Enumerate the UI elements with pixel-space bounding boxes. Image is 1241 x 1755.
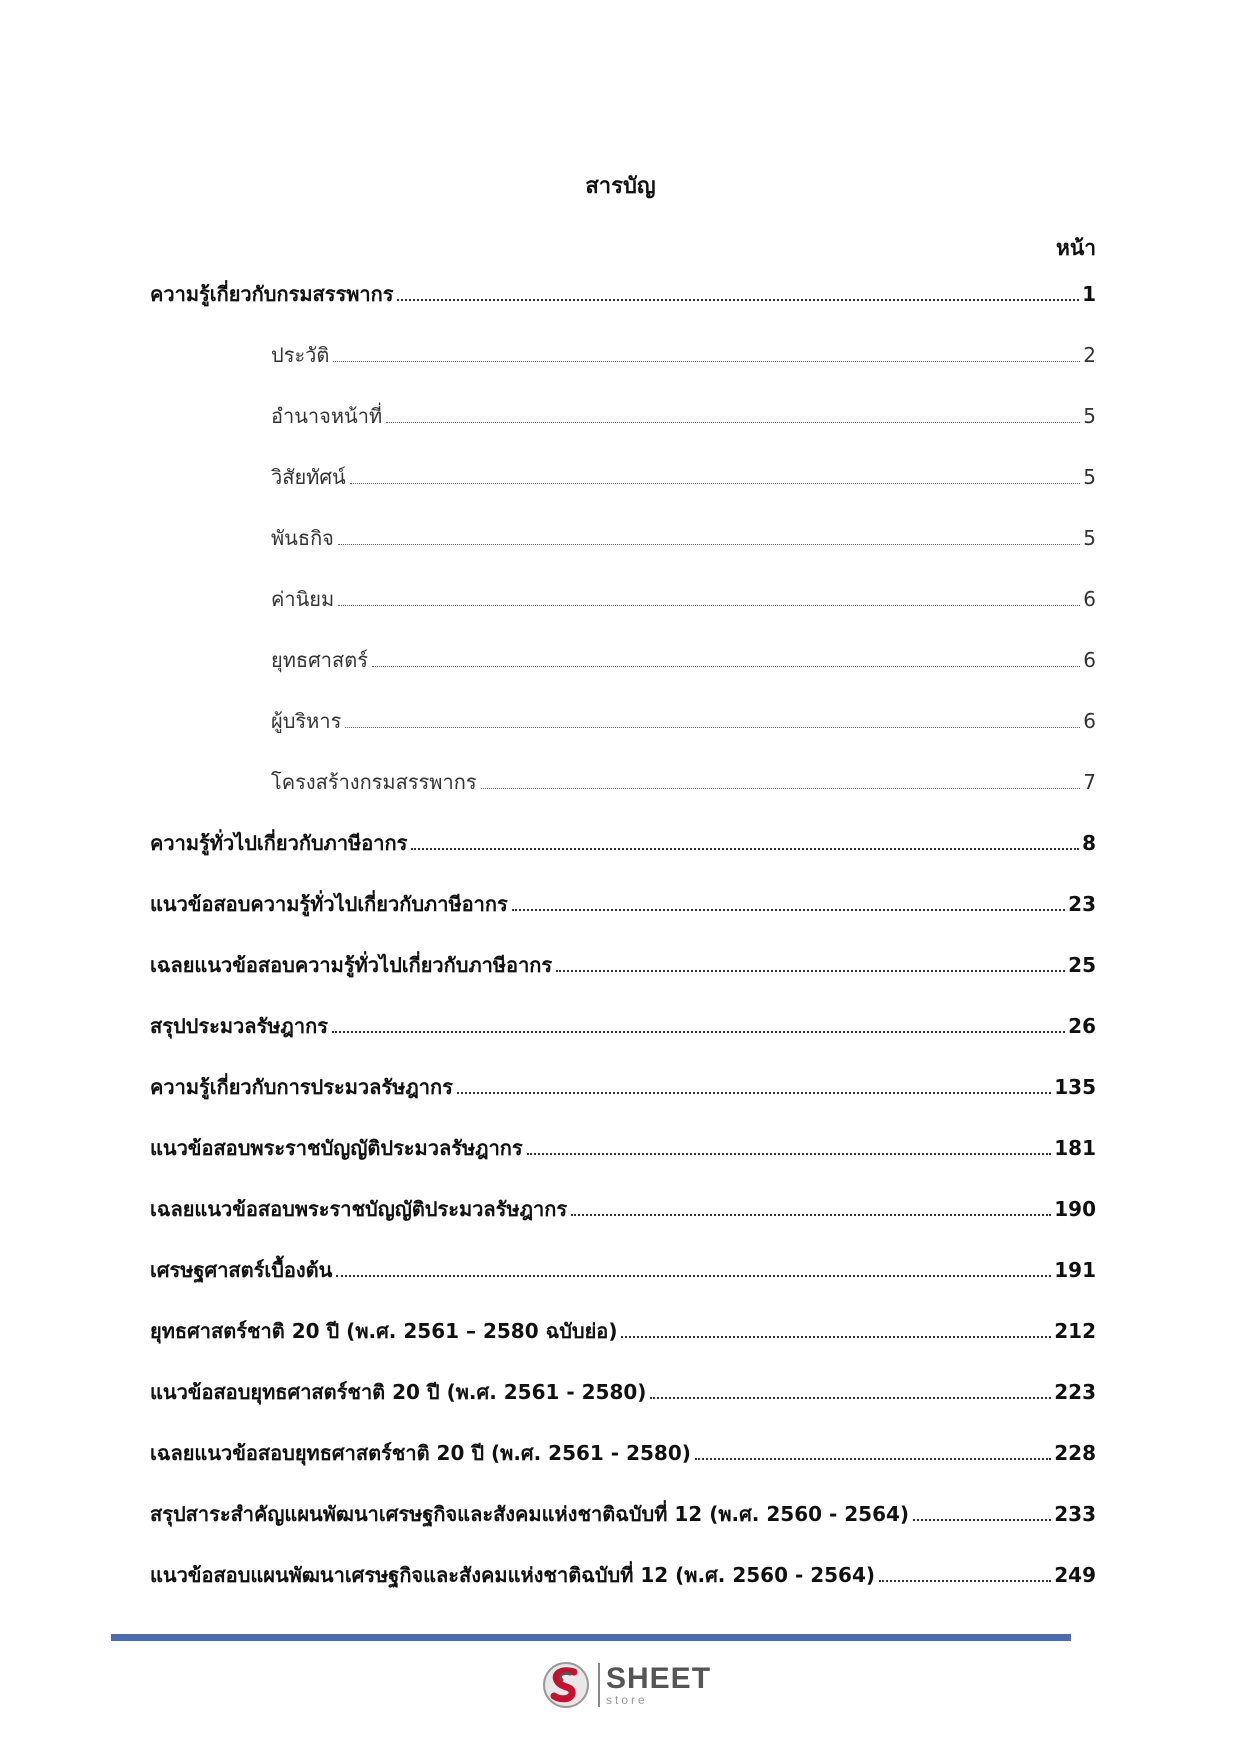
dot-leader	[397, 299, 1079, 301]
toc-entry-title: แนวข้อสอบความรู้ทั่วไปเกี่ยวกับภาษีอากร	[150, 892, 508, 916]
toc-entry[interactable]	[150, 949, 1096, 1010]
dot-leader	[512, 909, 1065, 911]
logo-name: SHEET	[606, 1662, 712, 1695]
toc-entry-page: 8	[1082, 831, 1096, 855]
toc-entry-page: 5	[1083, 404, 1096, 428]
toc-entry[interactable]	[150, 1376, 1096, 1437]
toc-entry-title: วิสัยทัศน์	[271, 465, 346, 489]
page-title: สารบัญ	[585, 174, 656, 199]
toc-entry-page: 6	[1083, 709, 1096, 733]
toc-entry-page: 190	[1054, 1197, 1096, 1221]
dot-leader	[332, 1031, 1065, 1033]
toc-entry-title: ยุทธศาสตร์	[271, 648, 368, 672]
logo-subtitle: store	[606, 1693, 648, 1707]
toc-entry[interactable]	[150, 1193, 1096, 1254]
dot-leader	[457, 1092, 1051, 1094]
dot-leader	[372, 666, 1080, 667]
toc-entry-title: เฉลยแนวข้อสอบยุทธศาสตร์ชาติ 20 ปี (พ.ศ. 2561 - 2580)	[150, 1441, 691, 1465]
table-of-contents	[150, 278, 1096, 1620]
toc-entry-title: ยุทธศาสตร์ชาติ 20 ปี (พ.ศ. 2561 – 2580 ฉบับย่อ)	[150, 1319, 618, 1343]
toc-entry-page: 1	[1082, 282, 1096, 306]
toc-entry-title: เฉลยแนวข้อสอบพระราชบัญญัติประมวลรัษฎากร	[150, 1197, 568, 1221]
toc-entry[interactable]	[150, 644, 1096, 705]
toc-entry-page: 25	[1068, 953, 1096, 977]
toc-entry-page: 7	[1083, 770, 1096, 794]
toc-entry-title: ผู้บริหาร	[271, 709, 342, 733]
toc-entry-page: 6	[1083, 648, 1096, 672]
toc-entry[interactable]	[150, 827, 1096, 888]
toc-entry-title: เฉลยแนวข้อสอบความรู้ทั่วไปเกี่ยวกับภาษีอากร	[150, 953, 553, 977]
dot-leader	[481, 788, 1081, 789]
toc-entry-page: 181	[1054, 1136, 1096, 1160]
toc-entry-title: แนวข้อสอบยุทธศาสตร์ชาติ 20 ปี (พ.ศ. 2561 - 2580)	[150, 1380, 647, 1404]
toc-entry[interactable]	[150, 1437, 1096, 1498]
toc-entry-page: 191	[1054, 1258, 1096, 1282]
toc-entry-page: 2	[1083, 343, 1096, 367]
toc-entry-page: 5	[1083, 465, 1096, 489]
dot-leader	[621, 1336, 1051, 1338]
toc-entry[interactable]	[150, 1010, 1096, 1071]
toc-entry-title: เศรษฐศาสตร์เบื้องต้น	[150, 1258, 333, 1282]
toc-entry[interactable]	[150, 888, 1096, 949]
toc-entry-page: 212	[1054, 1319, 1096, 1343]
toc-entry-page: 249	[1054, 1563, 1096, 1587]
footer-logo	[540, 1660, 711, 1710]
toc-entry[interactable]	[150, 461, 1096, 522]
logo-separator	[598, 1663, 600, 1707]
toc-entry[interactable]	[150, 339, 1096, 400]
dot-leader	[556, 970, 1065, 972]
toc-entry[interactable]	[150, 705, 1096, 766]
dot-leader	[345, 727, 1080, 728]
dot-leader	[336, 1275, 1051, 1277]
toc-entry-page: 6	[1083, 587, 1096, 611]
toc-entry[interactable]	[150, 583, 1096, 644]
toc-entry-page: 23	[1068, 892, 1096, 916]
toc-entry-page: 5	[1083, 526, 1096, 550]
toc-entry-title: พันธกิจ	[271, 526, 334, 550]
dot-leader	[650, 1397, 1051, 1399]
dot-leader	[350, 483, 1081, 484]
toc-entry-title: แนวข้อสอบพระราชบัญญัติประมวลรัษฎากร	[150, 1136, 523, 1160]
dot-leader	[913, 1519, 1051, 1521]
toc-entry-title: แนวข้อสอบแผนพัฒนาเศรษฐกิจและสังคมแห่งชาติฉบับที่ 12 (พ.ศ. 2560 - 2564)	[150, 1563, 876, 1587]
toc-entry-title: ค่านิยม	[271, 587, 335, 611]
toc-entry-title: สรุปประมวลรัษฎากร	[150, 1014, 328, 1038]
dot-leader	[527, 1153, 1052, 1155]
toc-entry-page: 228	[1054, 1441, 1096, 1465]
toc-entry-page: 223	[1054, 1380, 1096, 1404]
toc-entry[interactable]	[150, 400, 1096, 461]
toc-entry-page: 26	[1068, 1014, 1096, 1038]
toc-entry-title: ความรู้ทั่วไปเกี่ยวกับภาษีอากร	[150, 831, 408, 855]
toc-entry[interactable]	[150, 766, 1096, 827]
dot-leader	[333, 361, 1080, 362]
dot-leader	[338, 605, 1080, 606]
sheet-store-logo-icon	[540, 1660, 592, 1710]
toc-entry-title: อำนาจหน้าที่	[271, 404, 383, 428]
toc-entry-title: โครงสร้างกรมสรรพากร	[271, 770, 477, 794]
footer-rule	[111, 1634, 1071, 1641]
dot-leader	[695, 1458, 1051, 1460]
dot-leader	[571, 1214, 1051, 1216]
toc-entry[interactable]	[150, 1498, 1096, 1559]
page-column-label: หน้า	[1056, 236, 1096, 260]
toc-entry[interactable]	[150, 1559, 1096, 1620]
toc-entry-title: ความรู้เกี่ยวกับการประมวลรัษฎากร	[150, 1075, 453, 1099]
dot-leader	[338, 544, 1080, 545]
toc-entry-title: ความรู้เกี่ยวกับกรมสรรพากร	[150, 282, 394, 306]
toc-entry-title: สรุปสาระสำคัญแผนพัฒนาเศรษฐกิจและสังคมแห่งชาติฉบับที่ 12 (พ.ศ. 2560 - 2564)	[150, 1502, 910, 1526]
toc-entry-page: 135	[1054, 1075, 1096, 1099]
toc-entry[interactable]	[150, 522, 1096, 583]
toc-entry-page: 233	[1054, 1502, 1096, 1526]
toc-entry[interactable]	[150, 278, 1096, 339]
dot-leader	[879, 1580, 1051, 1582]
toc-entry[interactable]	[150, 1132, 1096, 1193]
toc-entry[interactable]	[150, 1254, 1096, 1315]
toc-entry[interactable]	[150, 1315, 1096, 1376]
dot-leader	[386, 422, 1080, 423]
toc-entry[interactable]	[150, 1071, 1096, 1132]
dot-leader	[411, 848, 1079, 850]
toc-entry-title: ประวัติ	[271, 343, 330, 367]
